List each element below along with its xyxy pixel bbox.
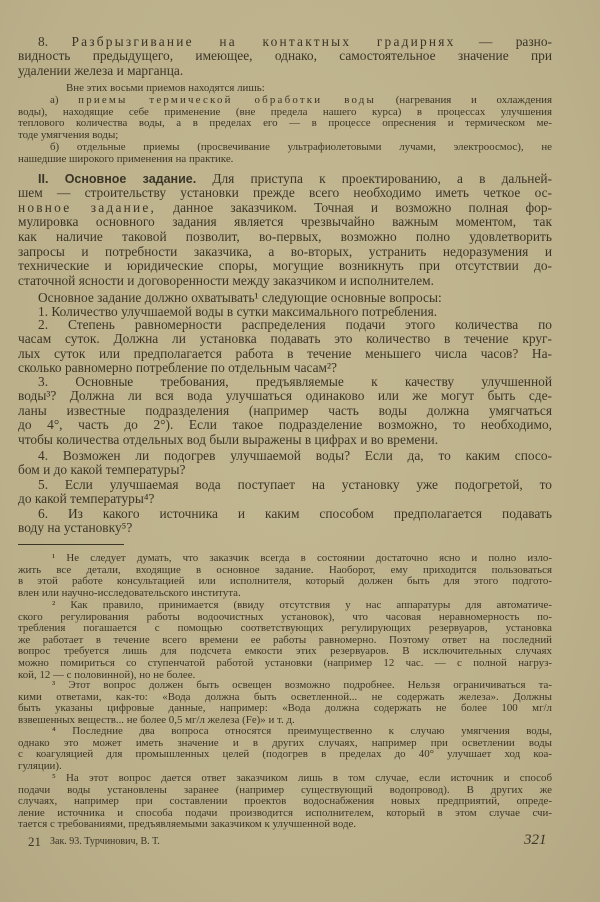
paragraph-8-line	[38, 34, 552, 49]
text-line: ² Как правило, принимается (ввиду отсутствия у нас аппаратуры для автоматиче-	[52, 599, 552, 611]
note-b-line	[50, 141, 552, 153]
section-heading: II. Основное задание.	[38, 171, 197, 186]
section-2-line	[38, 171, 552, 186]
paragraph-8-line	[18, 48, 552, 63]
item2-line	[38, 317, 552, 332]
text-line: чтобы количества отдельных вод были выражены в цифрах и во времени.	[18, 431, 439, 447]
text-line: Основное задание должно охватывать¹ следующие основные вопросы:	[38, 289, 442, 305]
fn4-line	[18, 760, 552, 772]
fn5-line	[18, 807, 552, 819]
text-line: лых суток или предполагается работа в течение меньшего числа часов? На-	[18, 345, 552, 361]
note-a-line	[18, 106, 552, 118]
text-line: б) отдельные приемы (просвечивание ультрафиолетовыми лучами, электроосмос), не	[50, 141, 552, 153]
item3-line	[18, 403, 552, 418]
text-line: воды³? Должна ли вся вода улучшаться одинаково или же могут быть сде-	[18, 388, 552, 404]
section-2-line	[18, 200, 552, 215]
text-line: вопрос требуется лишь для подсчета емкости этих резервуаров. В исключительных случаях	[18, 645, 552, 658]
item3-line	[38, 374, 552, 389]
text-line: ³ Этот вопрос должен быть освещен возможно подробнее. Нельзя ограничиваться та-	[52, 679, 552, 691]
text-line: тоде умягчения воды;	[18, 129, 119, 142]
fn5-line	[52, 772, 552, 784]
text-line: 5. Если улучшаемая вода поступает на установку уже подогретой, то	[38, 476, 552, 492]
imprint: Зак. 93. Турчинович, В. Т.	[50, 836, 160, 847]
item4-line	[38, 448, 552, 463]
text-line: как наличие таковой позволит, во-первых, возможно полно удовлетворить	[18, 228, 552, 244]
fn1-line	[52, 552, 552, 564]
text-line: 4. Возможен ли подогрев улучшаемой воды? Если да, то каким спосо-	[38, 447, 552, 463]
text-line: гуляции).	[18, 759, 62, 772]
fn1-line	[18, 587, 552, 599]
text-line: до 4°, часть до 2°). Если такое подразделение возможно, то необходимо,	[18, 417, 552, 433]
item3-line	[18, 417, 552, 432]
text-line: до какой температуры⁴?	[18, 491, 155, 507]
item4-line	[18, 462, 552, 477]
fn2-line	[18, 622, 552, 634]
text-line: ⁵ На этот вопрос дается ответ заказчиком лишь в том случае, если источник и способ	[52, 772, 552, 784]
fn2-line	[52, 599, 552, 611]
fn4-line	[52, 725, 552, 737]
item5-line	[18, 491, 552, 506]
text-line: ланы известные подразделения (например часть воды должна умягчаться	[18, 402, 552, 418]
text-line: ¹ Не следует думать, что заказчик всегда в состоянии достаточно ясно и полно изло-	[52, 552, 552, 564]
text-line: нашедшие широкого применения на практике.	[18, 152, 234, 165]
note-a-line	[50, 94, 552, 106]
text-line: подачи воды установлены заранее (например существующий водопровод). В других же	[18, 783, 552, 796]
item2-line	[18, 346, 552, 361]
note-a-line	[18, 129, 552, 141]
text-line: Вне этих восьми приемов находятся лишь:	[66, 82, 265, 94]
section-2-line	[18, 229, 552, 244]
page-number: 321	[524, 832, 547, 848]
paragraph-8-line	[18, 63, 552, 78]
text-line: с коагуляцией для промышленных целей (подогрев в пределах до 40° улучшает ход коа-	[18, 748, 552, 761]
item-prefix: а)	[50, 94, 59, 106]
text-line: (нагревания и охлаждения	[395, 94, 552, 106]
text-line: жить все детали, входящие в основное задание. Наоборот, ему приходится пользоваться	[18, 563, 552, 576]
note-b-line	[18, 153, 552, 165]
fn5-line	[18, 795, 552, 807]
text-line: воды), находящие себе применение (вне предела нашего курса) в процессах улучшения	[18, 105, 552, 118]
text-line: воду на установку⁵?	[18, 520, 133, 536]
text-line: в этой работе консультацией или исполнителя, который должен быть для этого подгото-	[18, 575, 552, 588]
text-line: статочной ясности и договоренности между заказчиком и исполнителем.	[18, 272, 434, 288]
section-2-line	[18, 258, 552, 273]
text-line: часам суток. Должна ли установка подавать это количество в течение круг-	[18, 331, 552, 347]
item3-line	[18, 388, 552, 403]
text-line: запросы и потребности заказчика, а во-вторых, устранить недоразумения и	[18, 243, 552, 259]
item-number: 8.	[38, 33, 49, 49]
fn3-line	[18, 702, 552, 714]
note-a-line	[18, 117, 552, 129]
text-line: шем — строительству установки прежде всего необходимо иметь четкое ос-	[18, 185, 552, 201]
text-line: удалении железа и марганца.	[18, 62, 184, 78]
fn2-line	[18, 634, 552, 646]
text-line: влен или научно-исследовательского института.	[18, 586, 241, 599]
text-line: Для приступа к проектированию, а в дальней-	[212, 170, 552, 186]
text-line: мулировка основного задания является чрезвычайно важным моментом, так	[18, 214, 552, 230]
text-line: сколько равномерно потребление по отдельным часам²?	[18, 360, 337, 376]
spaced-term: новное задание,	[18, 199, 157, 215]
item2-line	[18, 331, 552, 346]
text-line: 6. Из какого источника и каким способом предполагается подавать	[38, 505, 552, 521]
fn5-line	[18, 818, 552, 830]
note-intro-line	[66, 82, 552, 94]
text-line: кими ответами, как-то: «Вода должна быть осветленной... не содержать железа». Должны	[18, 690, 552, 703]
text-line: 2. Степень равномерности распределения подачи этого количества по	[38, 316, 552, 332]
text-line: взвешенных веществ... не более 0,5 мг/л железа (Fe)» и т. д.	[18, 713, 295, 726]
fn3-line	[52, 679, 552, 691]
fn5-line	[18, 784, 552, 796]
fn2-line	[18, 611, 552, 623]
text-line: ление источника и способа подачи производится исполнителем, который в этом случае счи-	[18, 806, 552, 819]
item5-line	[38, 477, 552, 492]
footnote-separator	[18, 544, 124, 545]
fn4-line	[18, 748, 552, 760]
text-line: можно помириться со ступенчатой работой установки (например 12 час. — с полной нагруз-	[18, 657, 552, 669]
fn1-line	[18, 575, 552, 587]
text-line: однако это может иметь значение и в других случаях, например при осветлении воды	[18, 736, 552, 749]
fn2-line	[18, 657, 552, 669]
signature-number: 21	[28, 834, 41, 849]
text-line: ⁴ Последние два вопроса относятся преимущественно к случаю умягчения воды,	[52, 725, 552, 737]
text-line: случаях, например при составлении проектов водоснабжения новых предприятий, опреде-	[18, 795, 552, 808]
text-line: данное заказчиком. Точная и возможно полная фор-	[173, 199, 552, 215]
text-line: быть указаны цифровые данные, например: «Вода должна содержать не более 100 мг/л	[18, 702, 552, 715]
spaced-term: Разбрызгивание на контактных градирнях	[71, 33, 456, 49]
text-line: видность предыдущего, имеющее, однако, самостоятельное значение при	[18, 48, 552, 64]
fn3-line	[18, 714, 552, 726]
text-line: ского регулирования работы водоочистных установок), что часовая неравномерность по-	[18, 610, 552, 623]
section-2-line	[18, 185, 552, 200]
item3-line	[18, 432, 552, 447]
text-line: — разно-	[478, 33, 552, 49]
fn4-line	[18, 737, 552, 749]
item6-line	[18, 520, 552, 535]
text-line: кой, 12 — с половинной), но не более.	[18, 668, 196, 681]
scope-line	[38, 290, 552, 305]
fn3-line	[18, 691, 552, 703]
section-2-line	[18, 244, 552, 259]
section-2-line	[18, 214, 552, 229]
fn2-line	[18, 645, 552, 657]
text-line: тается с требованиями, предъявляемыми заказчиком к улучшенной воде.	[18, 818, 357, 831]
text-line: 1. Количество улучшаемой воды в сутки максимального потребления.	[38, 303, 438, 319]
text-line: теплового количества воды, а в пределах его — в процессе опреснения и термическом ме-	[18, 117, 552, 130]
text-line: требления погашается с помощью соответствующих регулирующих резервуаров, установка	[18, 622, 552, 635]
text-line: технические и юридические споры, могущие возникнуть при отсутствии до-	[18, 258, 552, 274]
text-line: же работает в течение всего времени ее работы равномерно. Поэтому ответ на последний	[18, 633, 552, 646]
spaced-term: приемы термической обработки воды	[78, 94, 377, 106]
fn1-line	[18, 564, 552, 576]
item6-line	[38, 506, 552, 521]
text-line: бом и до какой температуры?	[18, 462, 186, 478]
section-2-line	[18, 273, 552, 288]
text-line: 3. Основные требования, предъявляемые к качеству улучшенной	[38, 373, 552, 389]
